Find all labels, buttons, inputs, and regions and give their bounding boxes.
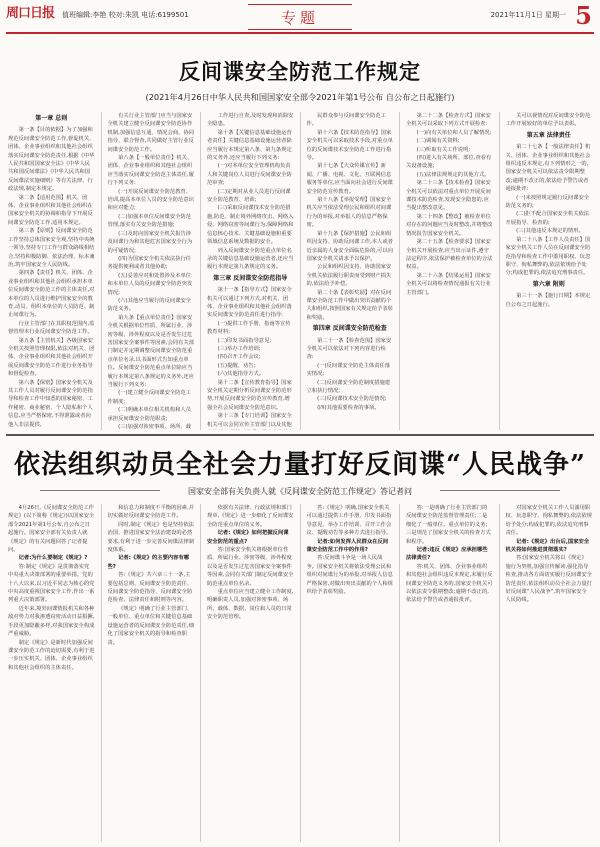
chapter-heading: 第五章 法律责任 xyxy=(526,131,571,139)
paragraph: 第二十六条【结果运用】国家安全机关可以将检查情况通报有关行业主管部门。 xyxy=(406,272,491,296)
paragraph: 列入反间谍安全防范重点单位名录的关键信息基础设施运营者,还应当履行本规定第九条规定的义务。 xyxy=(207,247,294,271)
column-separator xyxy=(200,504,201,842)
paragraph: (二)定期对从业人员进行反间谍安全防范教育、培训; xyxy=(207,188,291,204)
paragraph: 答:机关、团体、企业事业组织和其他社会组织违反本规定,未履行反间谍安全防范义务的,国家安全机关可以依法责令限期整改;逾期不改正的,依法给予警告或者通报批评。 xyxy=(406,563,493,604)
paragraph: 制定《规定》是新时代加强反间谍安全防范工作的迫切需要,有利于进一步压实机关、团体、企业事业组织和其他社会组织的主体责任。 xyxy=(8,639,95,671)
paragraph: (三)加强对涉密事项、场所、载 xyxy=(118,424,192,430)
paragraph: 第十七条【大众传媒宣传】新闻、广播、电视、文化、互联网信息服务等单位,应当面向社会进行反间谍安全防范宣传教育。 xyxy=(306,163,393,195)
paragraph: 重点单位应当建立健全工作制度,明确职责人员,加强对涉密事项、场所、载体、数据、岗位和人员的日常安全防范管理。 xyxy=(207,589,294,621)
masthead-rule xyxy=(6,32,594,34)
paragraph: (四)其他需要检查的事项。 xyxy=(317,404,380,411)
column-separator xyxy=(399,504,400,842)
paragraph: 答:《规定》共六章三十一条,主要包括总则、反间谍安全防范责任、反间谍安全防范指导、反间谍安全防范检查、法律责任和附则等内容。 xyxy=(107,572,193,604)
article2-body xyxy=(8,504,592,842)
paragraph: 第三条【原则】反间谍安全防范工作坚持总体国家安全观,坚持中央统一领导,坚持专门工作与群众路线相结合,坚持积极防御、依法治理、标本兼治,筑牢国家安全人民防线。 xyxy=(8,228,95,268)
paragraph: (一)开展反间谍安全防范教育、培训,提高本单位人员的安全防范意识和应对能力; xyxy=(107,188,194,212)
paragraph: 第二十七条【一般法律责任】机关、团体、企业事业组织和其他社会组织违反本规定,有下列情形之一的,国家安全机关可以依法责令限期整改;逾期不改正的,依法给予警告或者通报批评: xyxy=(505,144,591,193)
chapter-heading: 第三章 反间谍安全防范指导 xyxy=(213,274,288,282)
section-title: 专题 xyxy=(280,8,319,27)
paragraph: 公民和组织因支持、协助国家安全机关依法履行职责而受到财产损失的,依法给予补偿。 xyxy=(306,264,392,288)
paragraph: 第十条【关键信息基础设施运营者责任】关键信息基础设施运营者除应当履行本规定第八条、第九条规定的义务外,还应当履行下列义务: xyxy=(207,129,292,162)
paragraph: (三)及时向国家安全机关报告涉及间谍行为和其他危害国家安全行为的可疑情况; xyxy=(107,230,193,254)
article2-subtitle: 国家安全部有关负责人就《反间谍安全防范工作规定》答记者问 xyxy=(188,487,412,496)
paragraph: 第六条【保密】国家安全机关及其工作人员对履行反间谍安全防范指导和检查工作中知悉的国家秘密、工作秘密、商业秘密、个人隐私和个人信息,应当严格保密,不得泄露或者向他人非法提供。 xyxy=(8,379,93,428)
paragraph: (二)反间谍安全防范制度措施建立和执行情况; xyxy=(306,379,391,394)
section-divider xyxy=(6,434,594,436)
paragraph: (三)听取有关工作说明; xyxy=(416,146,471,153)
paragraph: 第二十五条【检查要求】国家安全机关开展检查,应当出示证件,遵守法定程序,依法保护被检查单位的合法权益。 xyxy=(406,239,493,271)
interview-question: 记者:《规定》出台后,国家安全机关将如何推进贯彻落实? xyxy=(505,538,590,554)
paragraph: 第十八条【举报受理】国家安全机关应当依法受理公民和组织对间谍行为的举报,对举报人的信息严格保密。 xyxy=(306,197,392,229)
column-separator xyxy=(101,112,102,430)
paragraph: 答:制定《规定》是贯彻落实党中央重大决策部署的重要举措。党的十八大以来,以习近平同志为核心的党中央高度重视国家安全工作,作出一系列重大决策部署。 xyxy=(8,563,95,604)
paragraph: 第十三条【专门培训】国家安全机关可以会同宣传主管部门以及其他 xyxy=(207,413,292,428)
article2-column xyxy=(506,504,593,842)
paragraph: (六)其他指导方式。 xyxy=(217,371,265,378)
column-separator xyxy=(300,112,301,430)
paragraph: 第十一条【指导方式】国家安全机关可以通过下列方式,对机关、团体、企业事业组织和其他社会组织落实反间谍安全防范责任进行指导: xyxy=(207,287,292,319)
paragraph: 民群众参与反间谍安全防范工作。 xyxy=(306,113,386,128)
chapter-heading: 第六章 附则 xyxy=(532,280,565,288)
newspaper-logo: 周口日报 xyxy=(6,6,55,21)
paragraph: 答:国家安全机关将根据单位性质、所属行业、涉密等级、涉外程度以及是否发生过危害国家安全案事件等因素,会同有关部门制定反间谍安全防范重点单位名录。 xyxy=(207,547,294,587)
chapter-heading: 第一章 总则 xyxy=(35,115,68,122)
paragraph: 第二十一条【检查范围】国家安全机关可以依法对下列内容进行检查: xyxy=(306,337,392,361)
column-separator xyxy=(499,112,500,430)
paragraph: 关可以视情况对反间谍安全防范工作开展较好的单位予以表彰。 xyxy=(505,113,591,128)
article1-title: 反间谍安全防范工作规定 xyxy=(179,59,421,84)
article2-column xyxy=(8,504,95,842)
paragraph: 第十二条【宣传教育指导】国家安全机关定期分析反间谍安全防范形势,开展反间谍安全防范宣传教育,增强全社会反间谍安全防范意识。 xyxy=(207,379,292,411)
masthead-editor-info: 值班编辑:李艳 校对:朱凯 电话:6199501 xyxy=(62,11,189,19)
article1-body xyxy=(8,112,592,430)
paragraph: (五)提醒、劝告; xyxy=(217,362,256,369)
paragraph: 答:《规定》明确,国家安全机关可以通过提供工作手册、印发书面指导意见、举办工作培训、召开工作会议、提醒劝告等多种方式进行指导。 xyxy=(306,505,392,537)
column-separator xyxy=(101,504,102,842)
paragraph: (二)加强本单位反间谍安全防范管理,落实有关安全防范措施; xyxy=(107,213,192,229)
paragraph: 第二十四条【整改】被检查单位对存在的问题应当及时整改,并将整改情况报告国家安全机关。 xyxy=(406,213,493,237)
interview-question: 记者:如何发挥人民群众在反间谍安全防范工作中的作用? xyxy=(306,538,389,554)
interview-question: 记者:《规定》的主要内容有哪些? xyxy=(107,555,190,570)
paragraph: (二)调阅有关资料; xyxy=(416,138,460,145)
paragraph: 答:国家安全机关将以《规定》施行为契机,加强宣传解读,强化指导检查,推动各方面切实履行反间谍安全防范责任,依法组织动员全社会力量打好反间谍“人民战争”,筑牢国家安全人民防线。 xyxy=(505,555,592,604)
paragraph: (三)其他违反本规定的情形。 xyxy=(516,228,584,235)
article2-column xyxy=(307,504,394,842)
paragraph: (二)拒不配合国家安全机关依法开展指导、检查的; xyxy=(505,211,590,226)
paragraph: (五)法律法规规定的其他方式。 xyxy=(416,171,490,178)
interview-question: 记者:《规定》如何把握反间谍安全防范的重点? xyxy=(207,530,289,545)
column-separator xyxy=(300,504,301,842)
paragraph: 第二十三条【技术检查】国家安全机关可以依法对重点单位开展反间谍技术防范检查,发现安全隐患的,应当提出整改意见。 xyxy=(406,180,491,212)
paragraph: (一)对本单位安全管理机构负责人和关键岗位人员进行反间谍安全防范审查; xyxy=(207,163,292,187)
column-separator xyxy=(200,112,201,430)
article1-column xyxy=(8,112,95,430)
paragraph: 第十六条【技术防范指导】国家安全机关可以采取技术手段,对重点单位的反间谍技术安全防范工作进行指导。 xyxy=(306,129,393,162)
paragraph: (四)为国家安全机关依法执行任务提供便利或者其他协助; xyxy=(107,255,192,271)
paragraph: (六)其他应当履行的反间谍安全防范义务。 xyxy=(107,297,192,313)
article1-subtitle: (2021年4月26日中华人民共和国国家安全部令2021年第1号公布 自公布之日起施行) xyxy=(145,92,455,102)
paragraph: 同时,制定《规定》也是坚持依法治国、推进国家安全法治建设的必然要求,有利于进一步完善反间谍法律制度体系。 xyxy=(107,521,194,554)
column-separator xyxy=(499,504,500,842)
paragraph: 近年来,境外间谍情报机关和各种敌对势力对我渗透窃密活动日益猖獗,手段更加隐蔽多样,对我国家安全构成严重威胁。 xyxy=(8,605,95,638)
paragraph: 工作进行自查,及时发现和消除安全隐患。 xyxy=(207,113,294,128)
paragraph: 对国家安全机关工作人员滥用职权、玩忽职守、徇私舞弊的,依法依规给予处分;构成犯罪的,依法追究刑事责任。 xyxy=(505,505,592,537)
paragraph: 第五条【主管机关】各级国家安全机关按照管理权限,依法对机关、团体、企业事业组织和其他社会组织开展反间谍安全防范工作进行业务指导和督促检查。 xyxy=(8,337,95,378)
masthead xyxy=(0,0,600,34)
paragraph: 答:一是明确了行业主管部门的反间谍安全防范监督管理责任;二是细化了一般单位、重点单位的义务;三是规范了国家安全机关的检查方式和程序。 xyxy=(406,505,491,545)
interview-question: 记者:违反《规定》应承担哪些法律责任? xyxy=(406,547,488,562)
article1-column xyxy=(406,112,493,430)
chapter-heading: 第四章 反间谍安全防范检查 xyxy=(312,325,387,333)
paragraph: 4月26日,《反间谍安全防范工作规定》(以下简称《规定》)以国家安全部令2021年第1号公布,自公布之日起施行。国家安全部有关负责人就《规定》的有关问题回答了记者提问。 xyxy=(8,505,95,554)
section-label xyxy=(248,4,352,30)
paragraph: 依据有关法律、行政法规和部门规章,《规定》进一步细化了反间谍安全防范重点单位的义务。 xyxy=(207,505,294,528)
paragraph: 第二条【适用范围】机关、团体、企业事业组织和其他社会组织在国家安全机关的协调和指导下开展反间谍安全防范工作,适用本规定。 xyxy=(8,194,93,226)
article1-column xyxy=(207,112,294,430)
paragraph: (三)举办工作培训; xyxy=(217,345,261,352)
masthead-date: 2021年11月1日 星期一 xyxy=(490,11,566,19)
paragraph: (二)明确本单位相关机构和人员承担反间谍安全防范职责; xyxy=(107,407,192,422)
article2-column xyxy=(406,504,493,842)
article1-column xyxy=(307,112,394,430)
article1-column xyxy=(108,112,195,430)
paragraph: 第八条【一般单位责任】机关、团体、企业事业组织和其他社会组织应当落实反间谍安全防范主体责任,履行下列义务: xyxy=(107,155,194,187)
paragraph: 有关行业主管部门应当与国家安全机关建立健全反间谍安全防范协作机制,加强信息互通、情况会商、协同指导、联合督查,共同做好主管行业反间谍安全防范工作。 xyxy=(107,113,194,153)
paragraph: (一)未按照规定履行反间谍安全防范义务的; xyxy=(505,194,590,210)
paragraph: 第四条【责任】机关、团体、企业事业组织和其他社会组织承担本单位反间谍安全防范工作的主体责任,对本单位的人员进行维护国家安全的教育,动员、组织本单位的人员防范、制止间谍行为。 xyxy=(8,270,95,319)
interview-question: 记者:为什么要制定《规定》? xyxy=(18,555,88,562)
paragraph: 第二十八条【工作人员责任】国家安全机关工作人员在反间谍安全防范指导和检查工作中滥用职权、玩忽职守、徇私舞弊的,依法依规给予处分;构成犯罪的,依法追究刑事责任。 xyxy=(505,236,591,277)
paragraph: 第九条【重点单位责任】国家安全机关根据单位性质、所属行业、涉密等级、涉外程度以及是否发生过危害国家安全案事件等因素,会同有关部门制定并定期调整反间谍安全防范重点单位名录,以书面形式告知重点单位。反间谍安全防范重点单位除应当履行本规定第八条规定的义务外,还应当履行下列义务: xyxy=(107,314,194,388)
paragraph: 行业主管部门在其职权范围内,监督管理本行业反间谍安全防范工作。 xyxy=(8,320,95,336)
paragraph: 第三十一条【施行日期】本规定自公布之日起施行。 xyxy=(505,293,591,308)
paragraph: 第一条【目的依据】为了加强和规范反间谍安全防范工作,督促机关、团体、企业事业组织和其他社会组织落实反间谍安全防范责任,根据《中华人民共和国国家安全法》《中华人民共和国反间谍法》《中华人民共和国反间谍法实施细则》等有关法律、行政法规,制定本规定。 xyxy=(8,127,95,193)
paragraph: 《规定》明确了行业主管部门、一般单位、重点单位和关键信息基础设施运营者的反间谍安全防范责任,细化了国家安全机关的指导和检查职责。 xyxy=(107,605,194,646)
page-number: 5 xyxy=(575,1,592,30)
paragraph: (四)进入有关场所、部位,查看有关设备设施; xyxy=(406,155,492,170)
subtitle-rule-right xyxy=(440,490,560,491)
paragraph: (二)印发书面指导意见; xyxy=(217,337,272,344)
paragraph: (一)向有关单位和人员了解情况; xyxy=(416,129,492,136)
paragraph: (五)妥善应对和处置涉及本单位和本单位人员的反间谍安全防范突发情况; xyxy=(107,272,193,296)
paragraph: (一)反间谍安全防范主体责任落实情况; xyxy=(306,362,391,378)
paragraph: (一)提供工作手册、指南等宣传教育材料; xyxy=(207,320,291,336)
paragraph: (三)采取反间谍技术安全防范措施,防范、制止境外网络攻击、网络入侵、网络窃密等间谍行为,保障网络和信息核心技术、关键基础设施和重要领域信息系统及数据的安全。 xyxy=(207,205,294,246)
article2-column xyxy=(207,504,294,842)
paragraph: 第十九条【保护措施】公民和组织因支持、协助反间谍工作,本人或者近亲属的人身安全面临危险的,可以向国家安全机关请求予以保护。 xyxy=(306,230,393,262)
paragraph: 和信息力和制度不平衡的因素,并切实做好反间谍安全防范工作。 xyxy=(107,505,194,520)
paragraph: 第二十二条【检查方式】国家安全机关可以采取下列方式开展检查: xyxy=(406,113,491,128)
article1-column xyxy=(506,112,593,430)
paragraph: (三)反间谍技术安全防范情况; xyxy=(317,396,387,403)
paragraph: (一)建立健全反间谍安全防范工作制度; xyxy=(107,390,192,405)
paragraph: 答:反间谍斗争是一场人民战争。国家安全机关将依法受理公民和组织对间谍行为的举报,对举报人信息严格保密,对做出突出贡献的个人和组织给予表彰奖励。 xyxy=(306,555,393,596)
column-separator xyxy=(399,112,400,430)
article2-column xyxy=(108,504,195,842)
paragraph: (四)召开工作会议; xyxy=(217,354,261,361)
paragraph: 第二十条【表彰奖励】对在反间谍安全防范工作中做出突出贡献的个人和组织,按照国家有关规定给予表彰和奖励。 xyxy=(306,289,393,321)
article2-title: 依法组织动员全社会力量打好反间谍“人民战争” xyxy=(14,450,586,480)
